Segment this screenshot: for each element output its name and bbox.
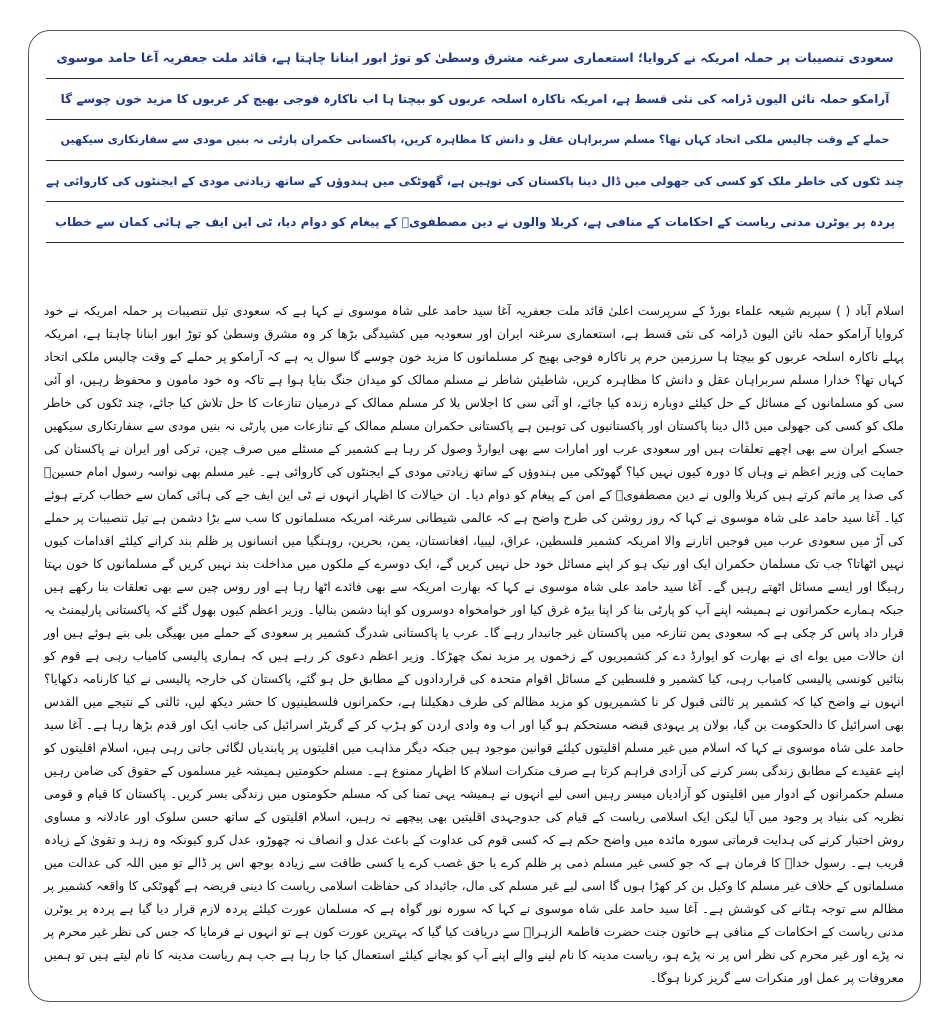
headline-line: حملے کے وقت چالیس ملکی اتحاد کہاں تھا؟ مسلم سربراہان عقل و دانش کا مظاہرہ کریں، پاکستانی حکمران پارٹی نہ بنیں مودی سے سفارتکاری سیکھیں [46,120,904,161]
article-body [44,300,904,990]
headline-line: سعودی تنصیبات پر حملہ امریکہ نے کروایا؛ استعماری سرغنہ مشرق وسطیٰ کو توڑ ابور ابنانا چاہتا ہے، قائد ملت جعفریہ آغا حامد موسوی [46,38,904,79]
headline-line: آرامکو حملہ نائن الیون ڈرامہ کی نئی قسط ہے، امریکہ ناکارہ اسلحہ عربوں کو بیچتا ہا اب ناکارہ فوجی بھیج کر عربوں کا مزید خون چوسے گا [46,79,904,120]
headline-line: پردہ پر یوٹرن مدنی ریاست کے احکامات کے منافی ہے، کربلا والوں نے دین مصطفویؐ کے پیغام کو دوام دیا، ٹی این ایف جے ہائی کمان سے خطاب [46,202,904,243]
headline-line: چند ٹکوں کی خاطر ملک کو کسی کی جھولی میں ڈال دینا پاکستان کی توہین ہے، گھوٹکی میں ہندوؤں کے ساتھ زیادتی مودی کے ایجنٹوں کی کاروائی ہے [46,161,904,202]
headline-block [46,38,904,243]
article-paragraph: اسلام آباد ( ) سپریم شیعہ علماء بورڈ کے سرپرست اعلیٰ قائد ملت جعفریہ آغا سید حامد علی شاہ موسوی نے کہا ہے کہ سعودی تیل تنصیبات پر حملہ امریکہ نے خود کروایا آرامکو حملہ نائن الیون ڈرامہ کی نئی قسط ہے، استعماری سرغنہ ایران اور سعودیہ میں کشیدگی بڑھا کر وہ مشرق وسطیٰ کو توڑ ابور ابنانا چاہتا ہے، امریکہ پہلے ناکارہ اسلحہ عربوں کو بیچتا ہا سرزمین حرم پر ناکارہ فوجی بھیج کر مسلمانوں کا مزید خون چوسے گا سوال یہ ہے کہ آرامکو پر حملے کے وقت چالیس ملکی اتحاد کہاں تھا؟ خدارا مسلم سربراہان عقل و دانش کا مظاہرہ کریں، شاطیئن شاطر نے مسلم ممالک کو میدان جنگ بنایا ہوا ہے تاکہ وہ خود مامون و محفوظ رہیں، او آئی سی کو مسلمانوں کے مسائل کے حل کیلئے دوبارہ زندہ کیا جائے، او آئی سی کا اجلاس بلا کر مسلم ممالک کے درمیان تنازعات کا حل تلاش کیا جائے، چند ٹکوں کی خاطر ملک کو کسی کی جھولی میں ڈال دینا پاکستان اور پاکستانیوں کی توہین ہے پاکستانی حکمران مسلم ممالک کے تنازعات میں پارٹی نہ بنیں مودی سے سفارتکاری سیکھیں جسکے ایران سے بھی اچھے تعلقات ہیں اور سعودی عرب اور امارات سے بھی ایوارڈ وصول کر رہا ہے کشمیر کے مسئلے میں صرف چین، ترکی اور ایران نے پاکستان کی حمایت کی وزیر اعظم نے وہاں کا دورہ کیوں نہیں کیا؟ گھوٹکی میں ہندوؤں کے ساتھ زیادتی مودی کے ایجنٹوں کی کاروائی ہے۔ غیر مسلم بھی نواسہ رسول امام حسینؑ کی صدا پر ماتم کرتے ہیں کربلا والوں نے دین مصطفویؐ کے امن کے پیغام کو دوام دیا۔ ان خیالات کا اظہار انہوں نے ٹی این ایف جے کی ہائی کمان سے خطاب کرتے ہوئے کیا۔ آغا سید حامد علی شاہ موسوی نے کہا کہ روز روشن کی طرح واضح ہے کہ عالمی شیطانی سرغنہ امریکہ مسلمانوں کا سب سے بڑا دشمن ہے تیل تنصیبات پر حملے کی آڑ میں سعودی عرب میں فوجیں اتارنے والا امریکہ کشمیر فلسطین، عراق، لیبیا، افغانستان، یمن، بحرین، روہنگیا میں انسانوں پر ظلم بند کرانے کیلئے اقدامات کیوں نہیں اٹھاتا؟ جب تک مسلمان حکمران ایک اور نیک ہو کر اپنے مسائل خود حل نہیں کریں گے، ایک دوسرے کے ملکوں میں مداخلت بند نہیں کریں گے مسلمانوں کا خون بہتا رہیگا اور ایسے مسائل اٹھتے رہیں گے۔ آغا سید حامد علی شاہ موسوی نے کہا کہ بھارت امریکہ سے بھی فائدے اٹھا رہا ہے اور روس چین سے بھی تعلقات بنا رکھے ہیں جبکہ ہمارے حکمرانوں نے ہمیشہ اپنے آپ کو پارٹی بنا کر اپنا بیڑہ غرق کیا اور خوامخواہ دوسروں کو اپنا دشمن بنالیا۔ وزیر اعظم کیوں بھول گئے کہ پاکستانی پارلیمنٹ یہ قرار داد پاس کر چکی ہے کہ سعودی یمن تنازعہ میں پاکستان غیر جانبدار رہے گا۔ عرب یا پاکستانی شدرگ کشمیر پر سعودی کے حملے میں بھیگی بلی بنے ہوئے ہیں اور ان حالات میں یواے ای نے بھارت کو ایوارڈ دے کر کشمیریوں کے زخموں پر مزید نمک چھڑکا۔ وزیر اعظم دعوی کر رہے ہیں کہ ہماری پالیسی کامیاب رہی ہے قوم کو بتائیں کونسی پالیسی کامیاب رہی، کیا کشمیر و فلسطین کے مسائل اقوام متحدہ کی قراردادوں کے مطابق حل ہو گئے، پاکستان کی خارجہ پالیسی نے کیا کارنامہ دکھایا؟ انہوں نے واضح کیا کہ کشمیر پر ثالثی قبول کر نا کشمیریوں کو مزید مظالم کی طرف دھکیلنا ہے، حکمرانوں فلسطینیوں کا حشر دیکھ لیں، ثالثی کے نتیجے میں القدس بھی اسرائیل کا دالحکومت بن گیا، بولان پر یہودی قبضہ مستحکم ہو گیا اور اب وہ وادی اردن کو ہڑپ کر کے گریٹر اسرائیل کی جانب ایک اور قدم بڑھا رہا ہے۔ آغا سید حامد علی شاہ موسوی نے کہا کہ اسلام میں غیر مسلم اقلیتوں کیلئے قوانین موجود ہیں جبکہ دیگر مذاہب میں اقلیتوں پر پابندیاں لگائی جاتی رہی ہیں، اسلام اقلیتوں کو اپنے عقیدے کے مطابق زندگی بسر کرنے کی آزادی فراہم کرتا ہے صرف منکرات اسلام کا اظہار ممنوع ہے۔ مسلم حکومتیں ہمیشہ غیر مسلموں کے حقوق کی ضامن رہیں مسلم حکمرانوں کے ادوار میں اقلیتوں کو آزادیاں میسر رہیں اسی لیے انہوں نے ہمیشہ یہی تمنا کی کہ مسلم حکومتوں میں زندگی بسر کریں۔ پاکستان کا قیام و قومی نظریہ کی بنیاد پر وجود میں آیا لیکن ایک اسلامی ریاست کے قیام کی جدوجہدی اقلیتیں بھی پیچھے نہ رہیں، اسلام اقلیتوں کے ساتھ حسن سلوک اور عادلانہ و مساوی روش اختیار کرنے کی ہدایت فرماتی سورہ مائدہ میں واضح حکم ہے کہ کسی قوم کی عداوت کے باعث عدل و انصاف نہ چھوڑو، عدل کرو کیونکہ وہ زہد و تقویٰ کے زیادہ قریب ہے۔ رسول خداؐ کا فرمان ہے کہ جو کسی غیر مسلم ذمی پر ظلم کرے یا حق غصب کرے یا کسی طاقت سے زیادہ بوجھ اس پر ڈالے تو میں اللہ کی عدالت میں مسلمانوں کے خلاف غیر مسلم کا وکیل بن کر کھڑا ہوں گا اسی لیے غیر مسلم کی مال، جائیداد کی حفاظت اسلامی ریاست کا دینی فریضہ ہے گھوٹکی کا واقعہ کشمیر پر مظالم سے توجہ ہٹانے کی کوشش ہے۔ آغا سید حامد علی شاہ موسوی نے کہا کہ سورہ نور گواہ ہے کہ مسلمان عورت کیلئے پردہ لازم قرار دیا گیا ہے پردہ پر یوٹرن مدنی ریاست کے احکامات کے منافی ہے خاتون جنت حضرت فاطمۃ الزہراؑ سے دریافت کیا گیا کہ بہترین عورت کون ہے تو انہوں نے فرمایا کہ جس کی نظر غیر محرم پر نہ پڑے اور غیر محرم کی نظر اس پر نہ پڑے ہو، ریاست مدینہ کا نام لینے والے اپنے آپ کو بچانے کیلئے استعمال کیا جا رہا ہے جب ہم ریاست مدینہ کا نام لیتے ہیں تو ہمیں معروفات پر عمل اور منکرات سے گریز کرنا ہوگا۔ [44,304,904,985]
